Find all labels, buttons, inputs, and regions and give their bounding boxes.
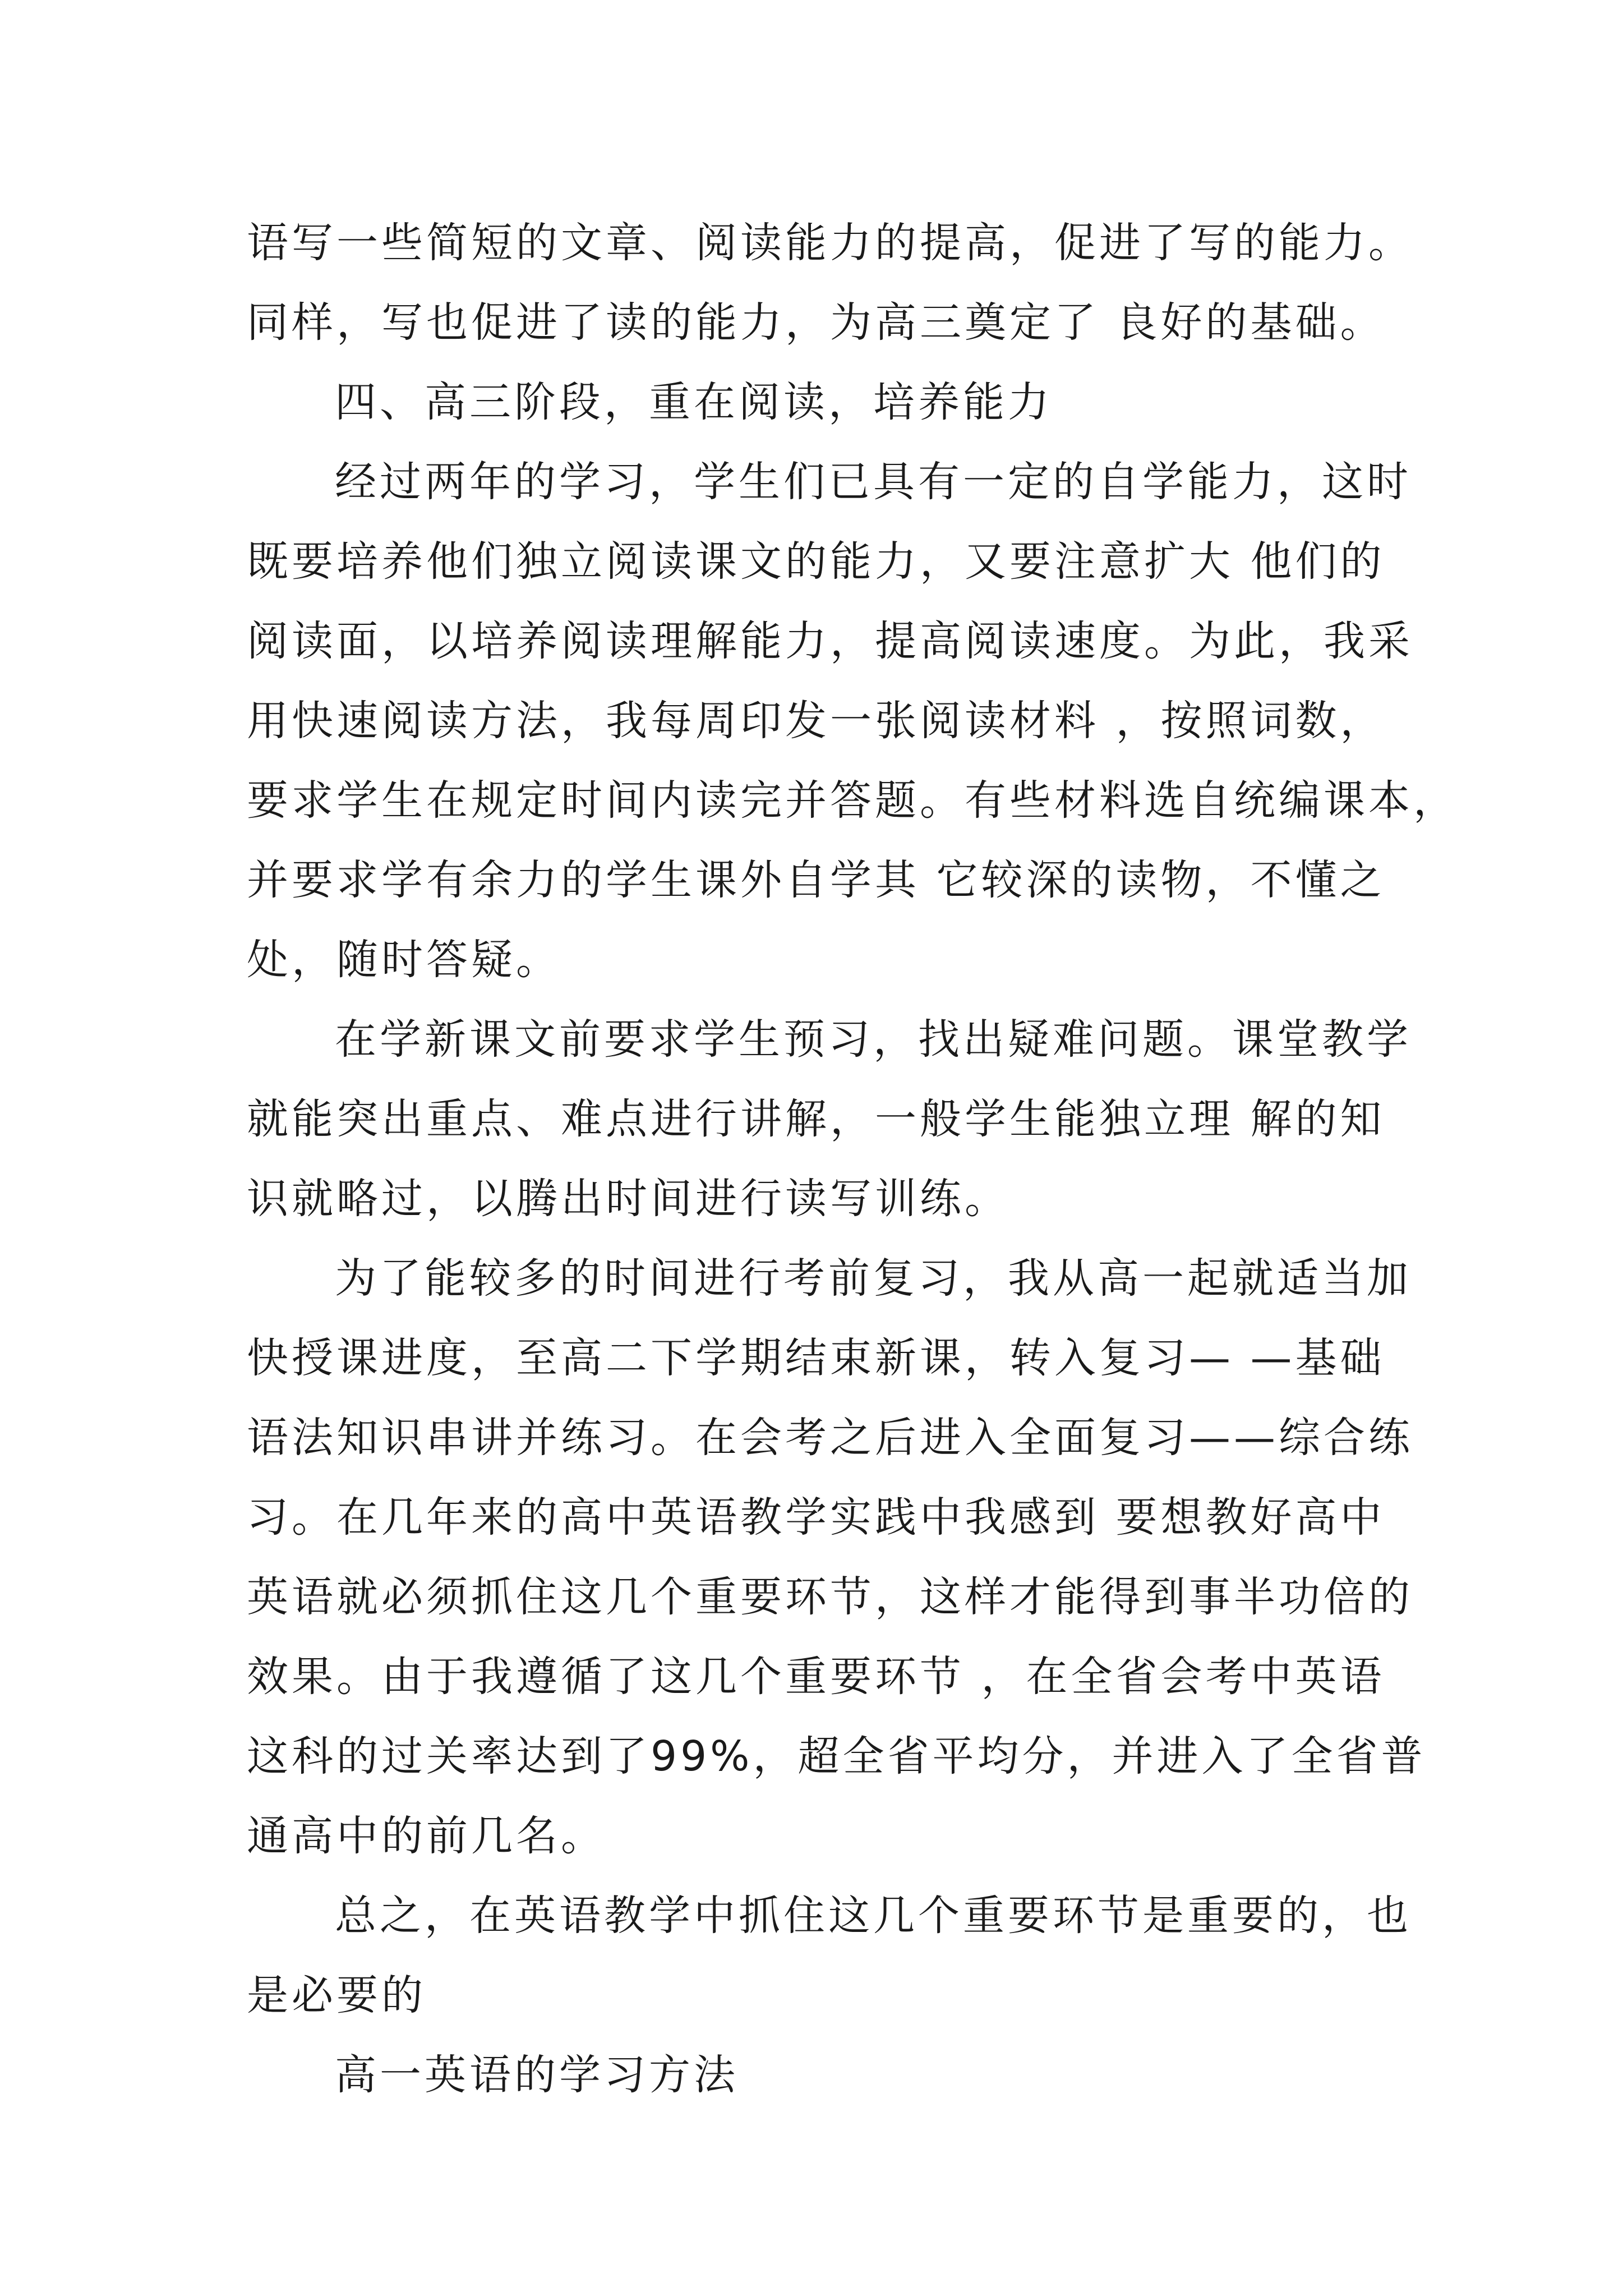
paragraph-line: 在学新课文前要求学生预习，找出疑难问题。课堂教学 [335,1015,1412,1064]
paragraph-line: 习。在几年来的高中英语教学实践中我感到 要想教好高中 [247,1493,1385,1542]
paragraph-line: 快授课进度，至高二下学期结束新课，转入复习— —基础 [247,1334,1385,1382]
paragraph-line: 处，随时答疑。 [247,936,561,984]
paragraph-line: 通高中的前几名。 [247,1812,606,1860]
paragraph-line: 阅读面，以培养阅读理解能力，提高阅读速度。为此，我采 [247,617,1413,665]
paragraph-line: 并要求学有余力的学生课外自学其 它较深的读物，不懂之 [247,856,1385,904]
paragraph-line: 用快速阅读方法，我每周印发一张阅读材料 ，按照词数， [247,697,1385,745]
paragraph-line: 经过两年的学习，学生们已具有一定的自学能力，这时 [335,458,1412,506]
section-heading: 高一英语的学习方法 [335,2051,739,2099]
paragraph-line: 语写一些简短的文章、阅读能力的提高，促进了写的能力。 [247,219,1413,267]
paragraph-line: 是必要的 [247,1971,426,2019]
paragraph-line: 总之，在英语教学中抓住这几个重要环节是重要的，也 [335,1892,1412,1940]
paragraph-line: 英语就必须抓住这几个重要环节，这样才能得到事半功倍的 [247,1573,1413,1621]
paragraph-line: 这科的过关率达到了99%，超全省平均分，并进入了全省普 [247,1732,1426,1780]
paragraph-line: 既要培养他们独立阅读课文的能力，又要注意扩大 他们的 [247,537,1385,586]
paragraph-line: 识就略过，以腾出时间进行读写训练。 [247,1175,1009,1223]
paragraph-line: 要求学生在规定时间内读完并答题。有些材料选自统编课本， [247,776,1458,825]
paragraph-line: 效果。由于我遵循了这几个重要环节 ，在全省会考中英语 [247,1653,1385,1701]
paragraph-line: 语法知识串讲并练习。在会考之后进入全面复习——综合练 [247,1414,1413,1462]
section-heading: 四、高三阶段，重在阅读，培养能力 [335,378,1053,426]
paragraph-line: 为了能较多的时间进行考前复习，我从高一起就适当加 [335,1254,1412,1303]
paragraph-line: 就能突出重点、难点进行讲解，一般学生能独立理 解的知 [247,1095,1385,1143]
paragraph-line: 同样，写也促进了读的能力，为高三奠定了 良好的基础。 [247,298,1385,347]
